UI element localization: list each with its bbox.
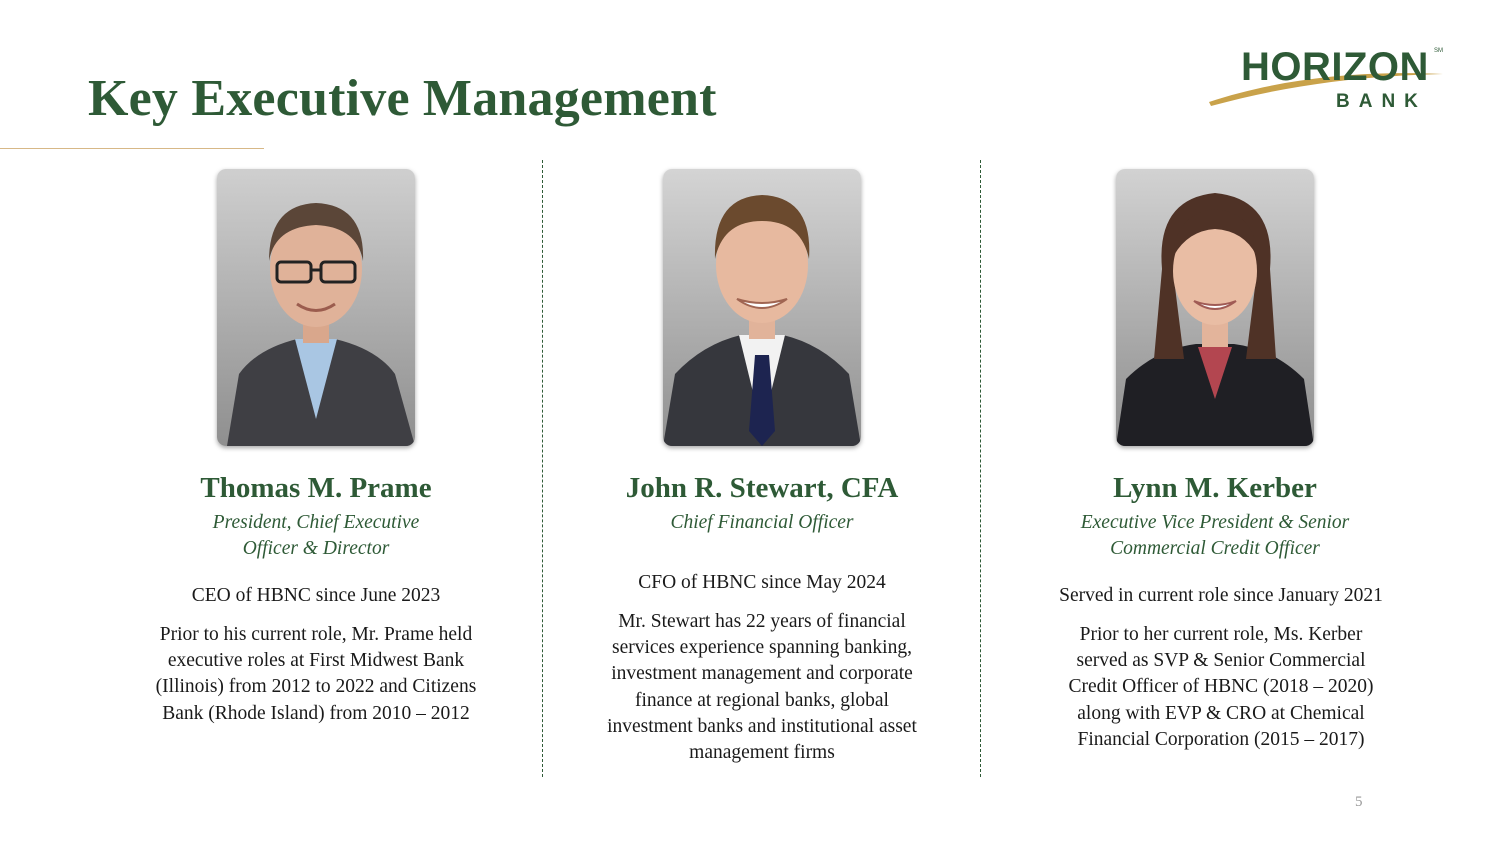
horizon-bank-logo — [1205, 40, 1455, 120]
executive-photo — [663, 169, 861, 446]
page-number: 5 — [1355, 794, 1363, 810]
person-portrait-icon — [663, 169, 861, 446]
person-portrait-icon — [217, 169, 415, 446]
executive-role: Executive Vice President & Senior Commercial Credit Officer — [1080, 512, 1350, 559]
executive-role: Chief Financial Officer — [670, 512, 854, 533]
logo-trademark: SM — [1434, 48, 1443, 54]
executive-bio: Prior to his current role, Mr. Prame held executive roles at First Midwest Bank (Illinois) from 2012 to 2022 and Citizens Bank (Rhode Island) from 2010 – 2012 — [155, 624, 477, 724]
executive-name: Thomas M. Prame — [200, 472, 432, 504]
executive-tenure: CEO of HBNC since June 2023 — [191, 585, 441, 606]
column-divider-1 — [542, 160, 543, 777]
executive-photo — [1116, 169, 1314, 446]
person-portrait-icon — [1116, 169, 1314, 446]
executive-name: Lynn M. Kerber — [1113, 472, 1317, 504]
executive-bio: Prior to her current role, Ms. Kerber served as SVP & Senior Commercial Credit Officer of HBNC (2018 – 2020) along with EVP & CRO at Chemical Financial Corporation (2015 – 2017) — [1068, 624, 1374, 750]
title-underline — [0, 148, 264, 149]
column-divider-2 — [980, 160, 981, 777]
executive-name: John R. Stewart, CFA — [625, 472, 899, 504]
slide-title: Key Executive Management — [88, 70, 717, 127]
executive-tenure: Served in current role since January 2021 — [1059, 585, 1383, 606]
logo-subtitle: BANK — [1336, 91, 1427, 112]
executive-bio: Mr. Stewart has 22 years of financial services experience spanning banking, investment management and corporate finance at regional banks, global investment banks and institutional asset management firms — [607, 611, 917, 764]
executive-tenure: CFO of HBNC since May 2024 — [638, 572, 886, 593]
executive-photo — [217, 169, 415, 446]
executive-role: President, Chief Executive Officer & Director — [212, 512, 420, 559]
logo-wordmark: HORIZON — [1241, 45, 1429, 89]
